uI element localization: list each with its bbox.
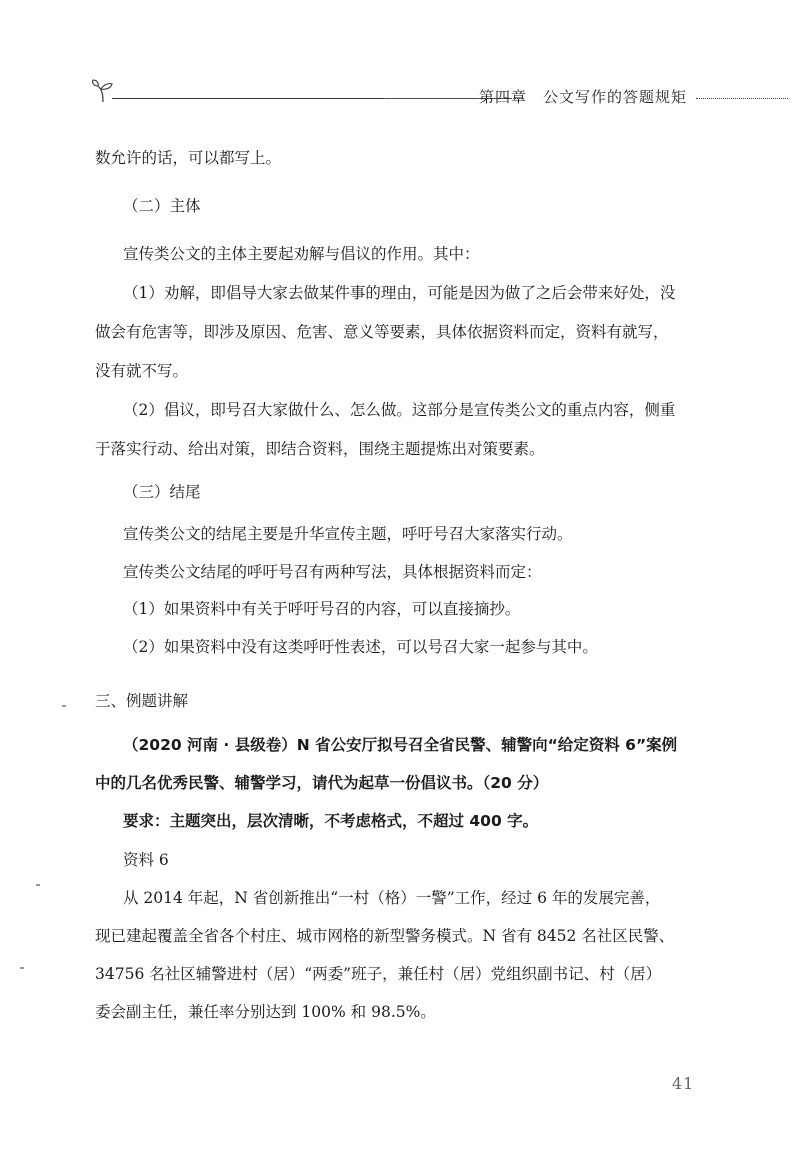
scan-mark bbox=[62, 705, 66, 707]
text-line: 宣传类公文的结尾主要是升华宣传主题，呼吁号召大家落实行动。 bbox=[123, 525, 573, 543]
scan-mark bbox=[20, 967, 24, 969]
text-line: 数允许的话，可以都写上。 bbox=[95, 149, 282, 167]
page-header bbox=[84, 74, 788, 108]
scan-mark bbox=[36, 884, 40, 886]
chapter-title: 第四章 公文写作的答题规矩 bbox=[479, 88, 688, 106]
section-heading: 三、例题讲解 bbox=[95, 692, 189, 710]
text-line: 于落实行动、给出对策，即结合资料，围绕主题提炼出对策要素。 bbox=[95, 440, 545, 458]
text-line: 从 2014 年起，N 省创新推出“一村（格）一警”工作，经过 6 年的发展完善， bbox=[123, 889, 661, 907]
text-line: 委会副主任，兼任率分别达到 100% 和 98.5%。 bbox=[95, 1003, 436, 1021]
requirement-line: 要求：主题突出，层次清晰，不考虑格式，不超过 400 字。 bbox=[123, 812, 539, 830]
section-heading: （三）结尾 bbox=[123, 483, 201, 501]
text-line: 34756 名社区辅警进村（居）“两委”班子，兼任村（居）党组织副书记、村（居） bbox=[95, 965, 662, 983]
text-line: 现已建起覆盖全省各个村庄、城市网格的新型警务模式。N 省有 8452 名社区民警、 bbox=[95, 927, 675, 945]
text-line: 做会有危害等，即涉及原因、危害、意义等要素，具体依据资料而定，资料有就写， bbox=[95, 323, 669, 341]
text-line: 宣传类公文结尾的呼吁号召有两种写法，具体根据资料而定： bbox=[123, 563, 542, 581]
question-line: （2020 河南 · 县级卷）N 省公安厅拟号召全省民警、辅警向“给定资料 6”案例 bbox=[123, 736, 678, 754]
section-heading: （二）主体 bbox=[123, 197, 201, 215]
header-rule-right bbox=[696, 98, 788, 99]
text-line: 宣传类公文的主体主要起劝解与倡议的作用。其中： bbox=[123, 245, 480, 263]
text-line: （2）如果资料中没有这类呼吁性表述，可以号召大家一起参与其中。 bbox=[123, 638, 598, 656]
sprout-icon bbox=[90, 78, 116, 104]
page-number: 41 bbox=[672, 1074, 695, 1093]
text-line: （1）如果资料中有关于呼吁号召的内容，可以直接摘抄。 bbox=[123, 600, 521, 618]
text-line: 没有就不写。 bbox=[95, 362, 189, 380]
material-label: 资料 6 bbox=[123, 851, 169, 869]
text-line: （1）劝解，即倡导大家去做某件事的理由，可能是因为做了之后会带来好处，没 bbox=[123, 284, 676, 302]
question-line: 中的几名优秀民警、辅警学习，请代为起草一份倡议书。（20 分） bbox=[95, 774, 549, 792]
text-line: （2）倡议，即号召大家做什么、怎么做。这部分是宣传类公文的重点内容，侧重 bbox=[123, 401, 676, 419]
